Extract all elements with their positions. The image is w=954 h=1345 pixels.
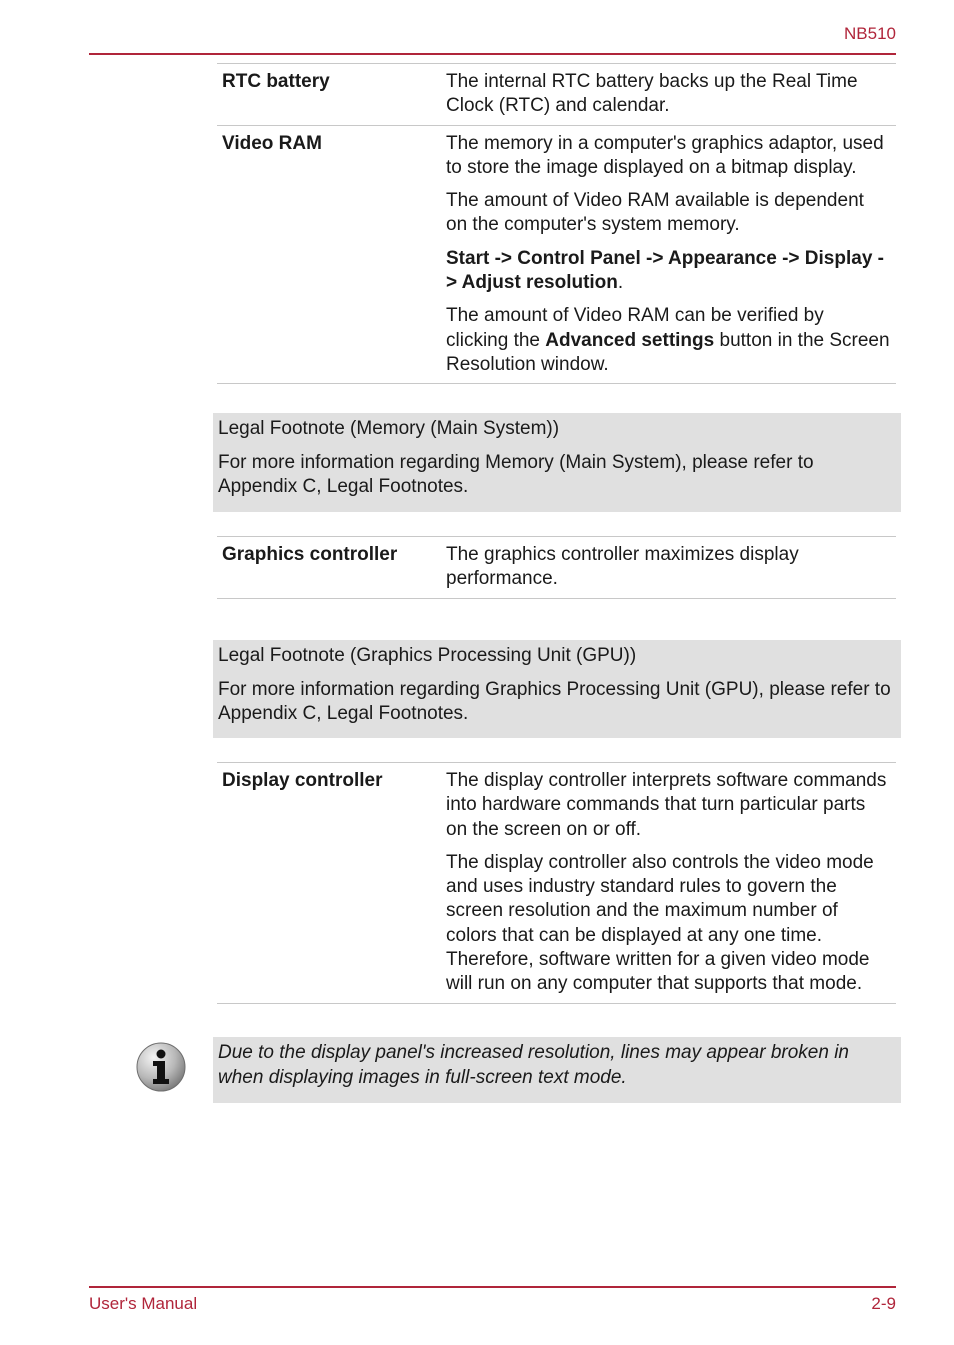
text-segment: button in the Screen Resolution window. <box>446 329 890 375</box>
table-row <box>217 125 896 384</box>
footnote-body: For more information regarding Graphics Processing Unit (GPU), please refer to Appendix C, Legal Footnotes. <box>218 678 891 724</box>
table-row <box>217 763 896 1003</box>
menu-path-bold: Start -> Control Panel -> Appearance -> Display -> Adjust resolution <box>446 247 884 294</box>
row-term: Video RAM <box>222 132 322 154</box>
spec-table-display <box>217 762 896 1004</box>
text-segment: The amount of Video RAM can be verified by clicking the <box>446 305 824 351</box>
footer-page-number: 2-9 <box>871 1294 896 1313</box>
legal-footnote-memory <box>213 413 901 512</box>
menu-path-tail: . <box>617 272 624 294</box>
row-description <box>441 64 896 125</box>
description-paragraph: The display controller also controls the video mode and uses industry standard rules to govern the screen resolution and the maximum number of colors that can be displayed at any one time. Therefore, software written for a given video mode will run on any computer that supports that mode. <box>446 851 874 995</box>
footnote-body: For more information regarding Memory (Main System), please refer to Appendix C, Legal Footnotes. <box>218 451 814 497</box>
description-paragraph: The memory in a computer's graphics adaptor, used to store the image displayed on a bitmap display. <box>446 132 884 178</box>
footnote-title: Legal Footnote (Graphics Processing Unit (GPU)) <box>218 645 637 666</box>
row-term: Graphics controller <box>222 544 398 565</box>
row-description <box>441 126 896 384</box>
header-model-name: NB510 <box>844 24 896 43</box>
info-icon <box>135 1041 187 1093</box>
footer-manual-title: User's Manual <box>89 1294 198 1313</box>
description-paragraph: The graphics controller maximizes display performance. <box>446 544 799 590</box>
row-term: RTC battery <box>222 71 330 92</box>
footer-rule <box>89 1286 896 1288</box>
description-paragraph <box>446 304 890 377</box>
advanced-settings-label: Advanced settings <box>545 329 715 351</box>
spec-table-graphics <box>217 536 896 599</box>
description-paragraph: The display controller interprets software commands into hardware commands that turn particular parts on the screen on or off. <box>446 770 887 840</box>
description-paragraph: The amount of Video RAM available is dependent on the computer's system memory. <box>446 190 864 236</box>
table-row <box>217 64 896 125</box>
footnote-title: Legal Footnote (Memory (Main System)) <box>218 418 560 439</box>
info-note-text: Due to the display panel's increased resolution, lines may appear broken in when displaying images in full-screen text mode. <box>218 1042 849 1088</box>
row-description <box>441 763 896 1003</box>
header-rule <box>89 53 896 55</box>
info-note <box>213 1037 901 1103</box>
spec-table-memory <box>217 63 896 384</box>
menu-path <box>446 247 890 296</box>
description-paragraph: The internal RTC battery backs up the Real Time Clock (RTC) and calendar. <box>446 71 858 117</box>
row-description <box>441 537 896 598</box>
table-row <box>217 537 896 598</box>
legal-footnote-gpu <box>213 640 901 738</box>
row-term: Display controller <box>222 770 383 791</box>
